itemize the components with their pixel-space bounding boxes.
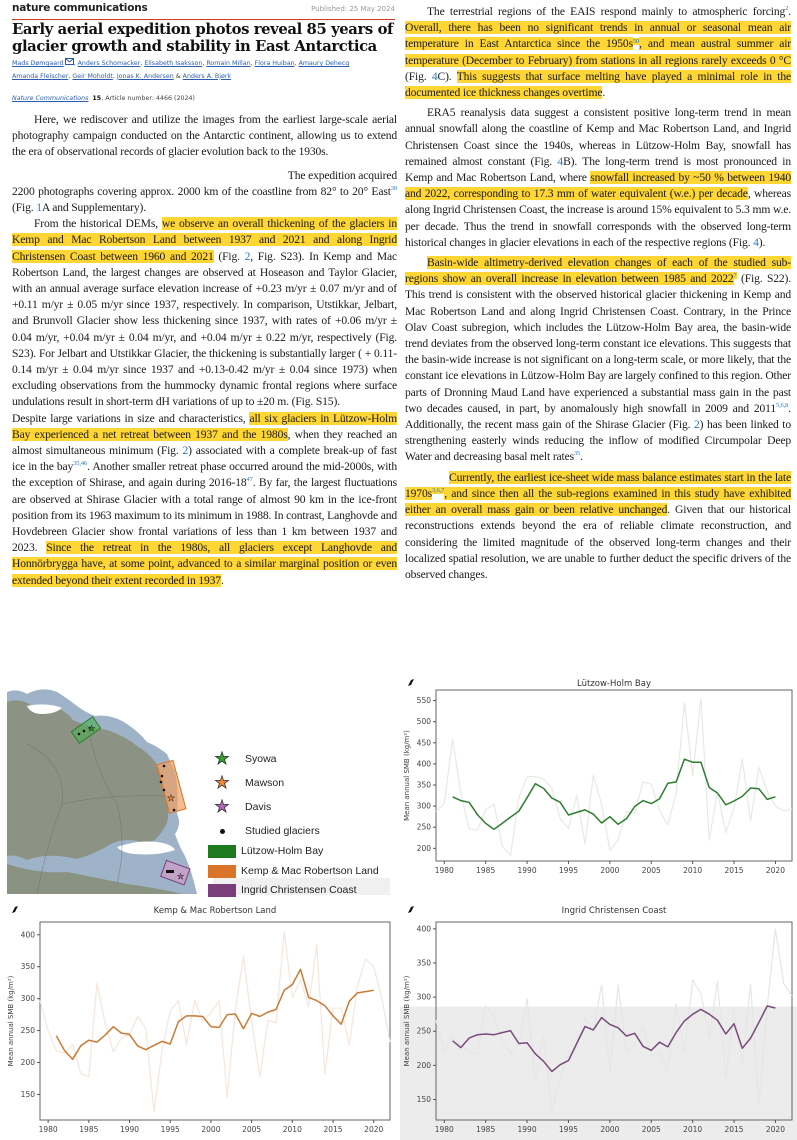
svg-text:2015: 2015 [724, 1125, 744, 1134]
svg-text:2020: 2020 [364, 1125, 384, 1134]
svg-text:1985: 1985 [476, 1125, 496, 1134]
star-icon: ★ [214, 797, 230, 816]
journal-name[interactable]: nature communications [12, 2, 148, 14]
legend-item-studied-glaciers: Studied glaciers [213, 822, 320, 840]
figure-link[interactable]: 4 [753, 235, 759, 249]
author-link[interactable]: Elisabeth Isaksson [144, 60, 203, 67]
author-link[interactable]: Anders Schomacker [77, 60, 141, 67]
legend-item-davis: ★ Davis [214, 797, 272, 816]
svg-text:2000: 2000 [201, 1125, 221, 1134]
highlight: Since the retreat in the 1980s, all glaciers except Langhovde and Honnörbrygga have, at some point, advanced to a similar marginal position or even extended beyond their extent recorded in 1937 [12, 541, 397, 587]
highlight: , and since then all the sub-regions examined in this study have exhibited either an overall mass gain or been relative unchanged [405, 486, 791, 517]
envelope-icon[interactable] [65, 58, 74, 65]
reference-link[interactable]: 50 [632, 37, 640, 45]
citation-line [12, 95, 195, 102]
paragraph: The terrestrial regions of the EAIS respond mainly to atmospheric forcing$^2$. Overall, there has been no significant trends in annual or seasonal mean air temperature in East Antarctica since the $1950s^{50}$, and mean austral summer air temperature (December to February) from stations in all regions rarely exceeds 0 °C (Fig. 4C). This suggests that surface melting have played a minimal role in the documented ice thickness changes overtime. [405, 5, 791, 100]
svg-text:Mean annual SMB (kg/m²): Mean annual SMB (kg/m²) [403, 975, 411, 1067]
svg-text:2020: 2020 [765, 1125, 785, 1134]
chart-title: Lützow-Holm Bay [577, 679, 651, 689]
svg-text:2000: 2000 [600, 866, 620, 875]
highlight: This suggests that surface melting have played a minimal role in the documented ice thickness changes overtime [405, 69, 791, 100]
svg-text:2010: 2010 [683, 1125, 703, 1134]
paragraph: ERA5 reanalysis data suggest a consistent positive long-term trend in mean annual snowfall along the coastline of Kemp and Mac Robertson Land, and Ingrid Christensen Coast since the 1940s, whereas in Lützow-Holm Bay, snowfall has remained almost constant (Fig. 4B). The long-term trend is most pronounced in Kemp and Mac Robertson Land, where snowfall increased by ~50 % between 1940 and 2022, corresponding to 17.3 mm of water equivalent (w.e.) per decade, whereas along Ingrid Christensen Coast, the increase is around 15% equivalent to 5.3 mm w.e. per decade. Thus the trend in snowfall corresponds with the observed long-term historical changes in glacier elevations in each of the respective regions (Fig. 4). [405, 106, 791, 249]
citation-article-number: , Article number: 4466 (2024) [101, 95, 195, 102]
svg-text:500: 500 [416, 717, 431, 727]
article-title: Early aerial expedition photos reveal 85 years of glacier growth and stability in East Antarctica [12, 21, 394, 55]
svg-text:550: 550 [416, 696, 431, 706]
legend-item-mawson: ★ Mawson [214, 773, 285, 792]
svg-text:350: 350 [20, 962, 35, 972]
svg-text:350: 350 [416, 958, 431, 968]
svg-text:1980: 1980 [434, 1125, 454, 1134]
author-list: Mads Dømgaard , Anders Schomacker, Elisabeth Isaksson, Romain Millan, Flora Huiban, Amaury Dehecq Amanda Fleischer, Geir Moholdt, Jonas K. Andersen & Anders A. Bjørk [12, 60, 350, 80]
svg-text:250: 250 [416, 822, 431, 832]
svg-text:1990: 1990 [517, 866, 537, 875]
reference-link[interactable]: 7 [733, 272, 737, 280]
star-icon: ★ [214, 773, 230, 792]
svg-text:Mean annual SMB (kg/m²): Mean annual SMB (kg/m²) [7, 975, 15, 1067]
paragraph-fragment: The expedition acquired [287, 168, 397, 182]
figure-link[interactable]: 1 [36, 201, 42, 215]
chart-title: Ingrid Christensen Coast [561, 906, 667, 916]
color-swatch [208, 865, 236, 878]
author-link[interactable]: Romain Millan [206, 60, 251, 67]
svg-text:1995: 1995 [160, 1125, 180, 1134]
figure-link[interactable]: 2 [244, 249, 251, 263]
figure-link[interactable]: 2 [182, 444, 189, 458]
svg-text:200: 200 [416, 1060, 431, 1070]
svg-text:200: 200 [416, 843, 431, 853]
figure-link[interactable]: 2 [693, 418, 700, 432]
right-text-column [405, 4, 791, 583]
chart-kemp-mac-robertson-land [0, 905, 397, 1140]
color-swatch [208, 884, 236, 897]
paragraph: Here, we rediscover and utilize the images from the earliest large-scale aerial photography campaign conducted on the Antarctic continent, allowing us to extend the era of observational records of glacier evolution back to the 1930s. [12, 113, 397, 159]
highlight: all six glaciers in Lützow-Holm Bay experienced a net retreat between 1937 and the 1980s [12, 411, 397, 441]
svg-text:300: 300 [416, 992, 431, 1002]
figure-link[interactable]: 4 [431, 69, 438, 83]
legend-item-ingrid: Ingrid Christensen Coast [213, 881, 357, 899]
reference-link[interactable]: 35,46 [73, 460, 88, 468]
paragraph: 2200 photographs covering approx. 2000 km of the coastline from 82° to 20° East$^{30}$ (Fig. 1A and Supplementary). [12, 184, 397, 215]
citation-volume: 15 [92, 95, 102, 102]
highlight: Basin-wide altimetry-derived elevation changes of each of the studied sub-regions show an overall increase in elevation between 1985 and 2022 [405, 256, 791, 286]
svg-text:200: 200 [20, 1058, 35, 1068]
author-link[interactable]: Anders A. Bjørk [182, 72, 232, 80]
svg-text:250: 250 [20, 1026, 35, 1036]
svg-text:2000: 2000 [600, 1125, 620, 1134]
svg-text:2010: 2010 [683, 866, 703, 875]
paragraph: Despite large variations in size and characteristics, all six glaciers in Lützow-Holm Bay experienced a net retreat between 1937 and the 1980s, when they reached an almost simultaneous minimum (Fig. 2) associated with a complete break-up of fast ice in the bay$^{35,46}$. Another smaller retreat phase occurred around the mid-2000s, with the exception of Shirase, and again during $2016-18^{47}$. By far, the largest fluctuations are observed at Shirase Glacier with a total range of almost 90 km in the ice-front position from its 1963 maximum to its minimum in 1988. In contrast, Langhovde and Hovdebreen Glacier show frontal variations of less than 1 km between 1937 and 2023. Since the retreat in the 1980s, all glaciers except Langhovde and Honnörbrygga have, at some point, advanced to a similar marginal position or even extended beyond their extent recorded in 1937. [12, 411, 398, 587]
highlight: , and mean austral summer air temperature (December to February) from stations in all regions rarely exceeds 0 °C [405, 37, 791, 67]
svg-text:400: 400 [416, 924, 431, 934]
svg-text:300: 300 [20, 994, 35, 1004]
svg-text:150: 150 [416, 1095, 431, 1105]
svg-text:1980: 1980 [434, 866, 454, 875]
svg-text:1980: 1980 [38, 1125, 58, 1134]
author-link[interactable]: Amaury Dehecq [298, 60, 350, 67]
chart-lutzow-holm-bay [400, 678, 797, 883]
reference-link[interactable]: 47 [246, 476, 253, 484]
svg-text:300: 300 [416, 801, 431, 811]
highlight: Overall, there has been no significant trends in annual or seasonal mean air temperature in East Antarctica since the 1950s [405, 21, 791, 51]
author-link[interactable]: Mads Dømgaard [12, 60, 64, 67]
paragraph: Currently, the earliest ice-sheet wide mass balance estimates start in the late $1970s^{3,6,7}$, and since then all the sub-regions examined in this study have exhibited either an overall mass gain or been relative unchanged. Given that our historical reconstructions extends beyond the era of reliable climate reconstruction, and considering the limited magnitude of the observed long-term changes and their localized spatial resolution, we are unable to further deduct the specific drivers of the observed changes. [405, 470, 791, 581]
color-swatch [208, 845, 236, 858]
figure-link[interactable]: 4 [557, 154, 564, 168]
svg-text:★: ★ [167, 793, 176, 803]
published-date: Published: 25 May 2024 [311, 5, 395, 13]
highlight: Currently, the earliest ice-sheet wide mass balance estimates start in the late 1970s [405, 470, 791, 500]
svg-text:2005: 2005 [641, 1125, 661, 1134]
reference-link[interactable]: 2 [785, 5, 789, 13]
reference-link[interactable]: 5,6,8 [775, 402, 789, 410]
reference-link[interactable]: 3,6,7 [431, 487, 445, 495]
citation-journal-link[interactable]: Nature Communications [12, 95, 89, 102]
svg-text:Mean annual SMB (kg/m²): Mean annual SMB (kg/m²) [403, 730, 411, 821]
svg-text:150: 150 [20, 1089, 35, 1099]
paragraph: From the historical DEMs, we observe an overall thickening of the glaciers in Kemp and Mac Robertson Land between 1937 and 2021 and along Ingrid Christensen Coast between 1960 and 2021 (Fig. 2, Fig. S23). In Kemp and Mac Robertson Land, the largest changes are observed at Hoseason and Taylor Glacier, with an annual average surface elevation increase of +0.23 m/yr ± 0.07 m/yr and of +0.11 m/yr ± 0.05 m/yr since 1937, respectively. In comparison, Utstikkar, Jelbart, and Brunvoll Glacier show less thickening since 1937, with rates of +0.06 m/yr ± 0.04 m/yr, +0.04 m/yr ± 0.04 m/yr, and +0.04 m/yr ± 0.22 m/yr, respectively (Fig. S23). For Jelbart and Utstikkar Glacier, the thickening is substantially larger ( + 0.11-0.14 m/yr ± 0.04 m/yr since 1937 and +0.13-0.42 m/yr ± 0.04 since 1973) when excluding observations from the hummocky dynamic frontal regions where surface undulations result in short-term dH variations of up to ±20 m. (Fig. S15). [12, 217, 397, 409]
svg-text:1995: 1995 [558, 1125, 579, 1134]
highlight: we observe an overall thickening of the glaciers in Kemp and Mac Robertson Land between 1937 and 2021 and along Ingrid Christensen Coast between 1960 and 2021 [12, 217, 397, 263]
highlight: snowfall increased by ~50 % between 1940 and 2022, corresponding to 17.3 mm of water equivalent (w.e.) per decade [405, 171, 791, 201]
svg-text:2010: 2010 [282, 1125, 302, 1134]
svg-text:2015: 2015 [323, 1125, 343, 1134]
svg-text:2005: 2005 [242, 1125, 262, 1134]
svg-text:2020: 2020 [765, 866, 785, 875]
svg-text:1990: 1990 [119, 1125, 140, 1134]
svg-text:★: ★ [88, 724, 96, 733]
svg-text:400: 400 [20, 930, 35, 940]
chart-ingrid-christensen-coast [400, 905, 797, 1140]
svg-text:2005: 2005 [641, 866, 661, 875]
svg-text:400: 400 [416, 759, 431, 769]
legend-item-kemp: Kemp & Mac Robertson Land [213, 862, 379, 880]
svg-text:350: 350 [416, 780, 431, 790]
svg-text:★: ★ [177, 872, 185, 881]
paragraph: Basin-wide altimetry-derived elevation changes of each of the studied sub-regions show an overall increase in elevation between 1985 and 2022$^7$ (Fig. S22). This trend is consistent with the observed historical glacier thickening in Kemp and Mac Robertson Land and along Ingrid Christensen Coast. Contrary, in the Prince Olav Coast subregion, which includes the Lützow-Holm Bay area, the basin-wide trend deviates from the observed long-term constant ice elevations. This suggests that the basin-wide increase is not significant on a long-term scale, or more likely, that the constant ice elevations in Lützow-Holm Bay are largely confined to this region. Other parts of Dronning Maud Land have experienced a substantial mass gain in the past two decades caused, in part, by anomalously high snowfall in 2009 and 2011$^{5,6,8}$. Additionally, the recent mass gain of the Shirase Glacier (Fig. 2) has been linked to strengthening easterly winds reducing the inflow of modified Circumpolar Deep Water and decreasing basal melt rates$^{35}$. [405, 256, 791, 464]
dot-icon [213, 829, 231, 834]
chart-title: Kemp & Mac Robertson Land [153, 906, 277, 916]
author-link[interactable]: Amanda Fleischer [12, 72, 69, 80]
article-header [12, 2, 395, 20]
left-text-column [12, 112, 397, 589]
svg-text:1985: 1985 [476, 866, 496, 875]
svg-text:1995: 1995 [558, 866, 579, 875]
legend-item-syowa: ★ Syowa [214, 749, 277, 768]
svg-text:2015: 2015 [724, 866, 744, 875]
star-icon: ★ [214, 749, 230, 768]
reference-link[interactable]: 35 [573, 450, 581, 458]
author-link[interactable]: Flora Huiban [254, 60, 295, 67]
author-link[interactable]: Jonas K. Andersen [116, 72, 174, 80]
svg-text:250: 250 [416, 1026, 431, 1036]
legend-item-lutzow-holm: Lützow-Holm Bay [213, 842, 323, 860]
svg-text:1985: 1985 [79, 1125, 99, 1134]
svg-text:1990: 1990 [517, 1125, 537, 1134]
svg-text:450: 450 [416, 738, 431, 748]
author-link[interactable]: Geir Moholdt [72, 72, 113, 80]
